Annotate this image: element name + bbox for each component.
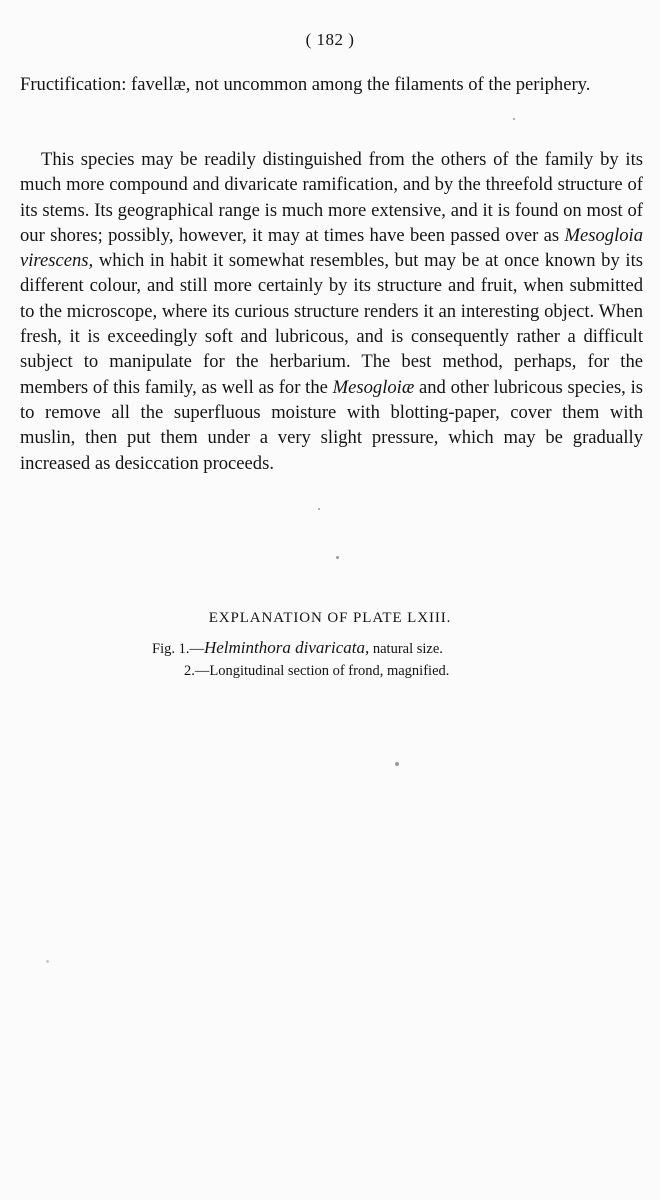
figure-1-species-name: Helminthora divaricata,: [203, 638, 370, 657]
paragraph-text-part-1: This species may be readily distinguished from the others of the family by its much more compound and divaricate ramification, and by the threefold structure of its stems. Its geographical range is much more extensive, and it is found on most of our shores; possibly, however, it may at times have been passed over as: [20, 149, 643, 246]
paragraph-text-part-2: which in habit it somewhat resembles, but may be at once known by its different colour, and still more certainly by its structure and fruit, when submitted to the microscope, where its curious structure renders it an interesting object. When fresh, it is exceedingly soft and lubricous, and is consequently rather a difficult subject to manipulate for the herbarium. The best method, perhaps, for the members of this family, as well as for the: [20, 250, 643, 398]
page-number: ( 182 ): [305, 30, 355, 49]
paper-speck: [46, 960, 49, 963]
paper-speck: [318, 508, 320, 510]
figure-caption-2: 2.—Longitudinal section of frond, magnified.: [184, 663, 450, 679]
figure-1-prefix: Fig. 1.—: [152, 641, 204, 657]
genus-name-mesogloiae: Mesogloiæ: [332, 376, 415, 398]
figure-caption-1: [152, 638, 443, 658]
paper-speck: [513, 118, 515, 120]
figure-1-suffix: natural size.: [369, 641, 443, 657]
paper-speck: [336, 556, 339, 559]
plate-explanation-title: EXPLANATION OF PLATE LXIII.: [208, 610, 452, 626]
paper-speck: [395, 762, 399, 766]
paragraph-fructification: Fructification: favellæ, not uncommon among the filaments of the periphery.: [20, 74, 591, 95]
species-name-mesogloia-virescens: Mesogloia virescens,: [20, 224, 643, 272]
paragraph-species-description: [20, 147, 643, 476]
paragraph-text-part-3: and other lubricous species, is to remove all the superfluous moisture with blotting-paper, cover them with muslin, then put them under a very slight pressure, which may be gradually increased as desiccation proceeds.: [20, 376, 643, 474]
